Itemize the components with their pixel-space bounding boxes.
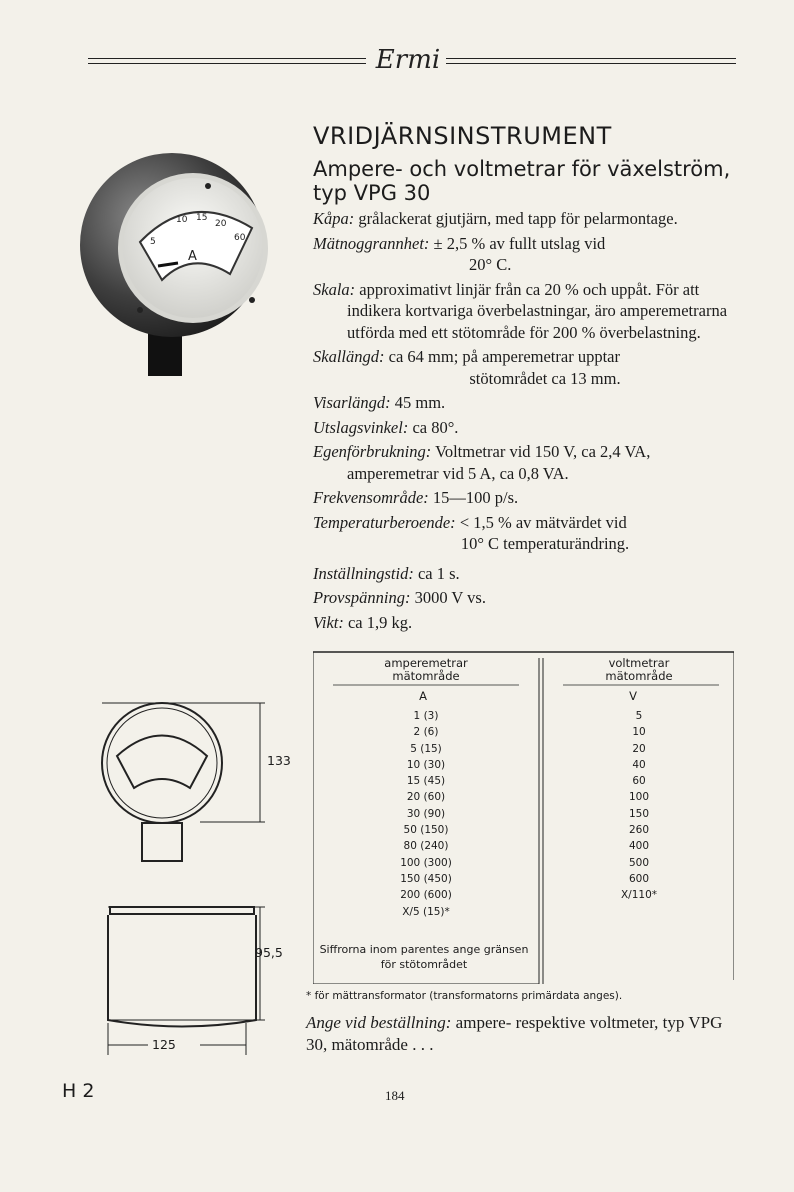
volt-range-row: 10: [632, 726, 646, 739]
spec-provspanning: Provspänning: 3000 V vs.: [313, 588, 486, 607]
spec-skallangd: Skallängd: ca 64 mm; på amperemetrar upptar stötområdet ca 13 mm.: [313, 347, 621, 388]
volt-range-row: 5: [635, 710, 643, 722]
spec-list: [313, 208, 743, 633]
dial-label-20: 20: [215, 219, 227, 229]
spec-noggrannhet: Mätnoggrannhet: ± 2,5 % av fullt utslag vid 20° C.: [313, 233, 606, 274]
meter-photo: [80, 150, 280, 385]
ampere-range-row: 50 (150): [403, 824, 449, 837]
header-rule-left: [88, 58, 366, 67]
side-view-drawing: [100, 895, 270, 1055]
ermi-logo: [368, 40, 448, 80]
volt-range-row: 400: [628, 840, 650, 853]
dimension-depth: 95,5: [255, 945, 283, 960]
footnote: * för mättransformator (transformatorns primärdata anges).: [306, 990, 623, 1002]
ampere-range-row: 200 (600): [400, 889, 452, 902]
ampere-range-row: 20 (60): [406, 791, 446, 804]
ampere-header: amperemetrar mätområde: [384, 656, 468, 683]
ampere-range-list: [341, 708, 511, 920]
ampere-range-row: 100 (300): [400, 856, 452, 869]
section-code: H 2: [62, 1080, 95, 1102]
dial-label-15: 15: [196, 213, 208, 223]
ampere-range-row: 80 (240): [403, 840, 449, 853]
ampere-range-row: 5 (15): [410, 742, 442, 755]
ampere-range-row: X/5 (15)*: [402, 905, 450, 918]
volt-range-row: 100: [628, 791, 650, 804]
dimension-width: 125: [152, 1037, 176, 1052]
dimension-height: 133: [267, 753, 291, 768]
range-table: [313, 650, 734, 984]
volt-range-row: 260: [628, 824, 650, 837]
ampere-range-row: 1 (3): [413, 710, 439, 722]
dial-label-5: 5: [150, 237, 156, 247]
spec-temperatur: Temperaturberoende: < 1,5 % av mätvärdet vid 10° C temperaturändring.: [313, 512, 630, 553]
volt-range-row: 600: [628, 872, 650, 885]
volt-range-row: 500: [628, 856, 650, 869]
front-view-drawing: [100, 700, 285, 875]
spec-utslagsvinkel: Utslagsvinkel: ca 80°.: [313, 417, 459, 437]
ampere-range-row: 10 (30): [406, 758, 446, 771]
volt-header: voltmetrar mätområde: [605, 656, 673, 683]
spec-vikt: Vikt: ca 1,9 kg.: [313, 612, 413, 632]
header-rule-right: [446, 58, 736, 67]
page-number: 184: [385, 1088, 405, 1103]
volt-range-row: 40: [632, 758, 646, 771]
ampere-unit: A: [419, 689, 427, 703]
spec-visarlangd: Visarlängd: 45 mm.: [313, 393, 446, 412]
page-subtitle: Ampere- och voltmetrar för växelström, typ VPG 30: [313, 157, 731, 205]
ampere-range-row: 2 (6): [413, 726, 439, 739]
volt-range-list: [549, 708, 729, 904]
spec-kapa: Kåpa: grålackerat gjutjärn, med tapp för pelarmontage.: [313, 209, 678, 228]
ampere-range-row: 30 (90): [406, 807, 446, 820]
volt-range-row: 20: [632, 742, 646, 755]
ampere-range-row: 150 (450): [400, 872, 452, 885]
table-note: Siffrorna inom parentes ange gränsen för stötområdet: [319, 943, 529, 971]
page-title: VRIDJÄRNSINSTRUMENT: [313, 122, 612, 150]
volt-range-row: 150: [628, 807, 650, 820]
volt-unit: V: [629, 689, 637, 703]
dial-unit: A: [188, 249, 197, 264]
order-instruction: Ange vid beställning: ampere- respektive voltmeter, typ VPG 30, mätområde . . .: [306, 1013, 723, 1054]
spec-skala: Skala: approximativt linjär från ca 20 % och uppåt. För att indikera kortvariga överbelastningar, äro amperemetrarna utförda med ett stötområde för 200 % överbelastning.: [313, 279, 728, 342]
dial-label-10: 10: [176, 215, 188, 225]
dial-label-60: 60: [234, 233, 246, 243]
svg-text:Ermi: Ermi: [375, 45, 441, 75]
volt-range-row: X/110*: [620, 889, 658, 902]
spec-installningstid: Inställningstid: ca 1 s.: [313, 563, 460, 583]
ampere-range-row: 15 (45): [406, 775, 446, 788]
spec-frekvens: Frekvensområde: 15—100 p/s.: [313, 488, 519, 507]
volt-range-row: 60: [632, 775, 646, 788]
spec-egenforbrukning: Egenförbrukning: Voltmetrar vid 150 V, ca 2,4 VA, amperemetrar vid 5 A, ca 0,8 VA.: [313, 442, 651, 483]
